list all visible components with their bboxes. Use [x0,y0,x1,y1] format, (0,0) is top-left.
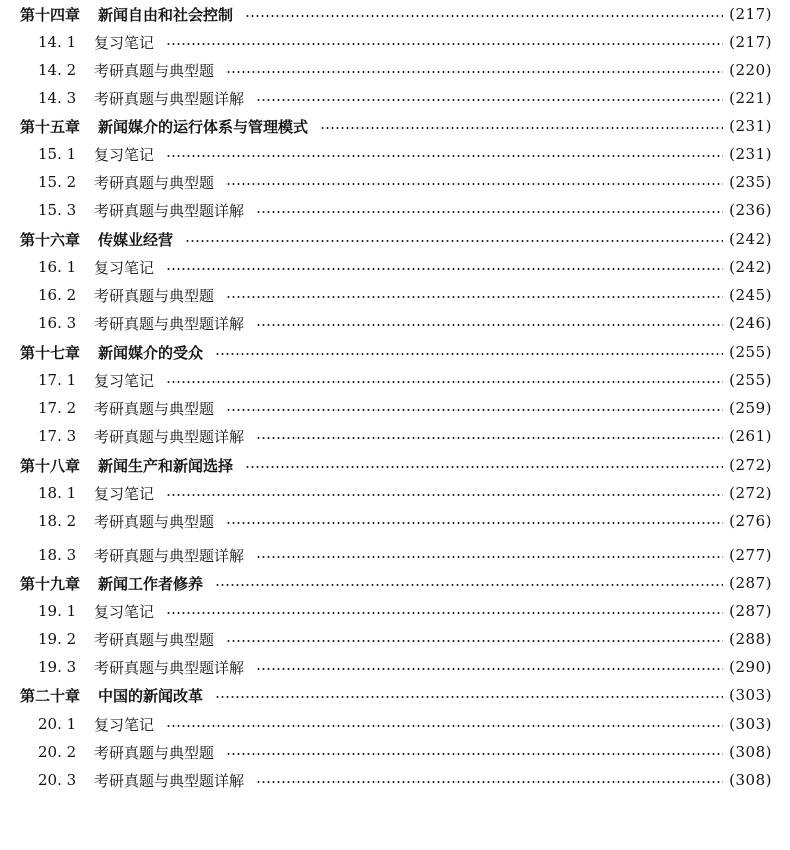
toc-section-20-1[interactable] [0,710,790,738]
toc-section-19-1[interactable] [0,597,790,625]
toc-title: 复习笔记 [94,602,155,621]
toc-number: 第十九章 [20,574,81,593]
dot-leader [256,556,723,558]
toc-section-14-2[interactable] [0,56,790,84]
toc-number: 18. 3 [38,546,77,564]
toc-page-number: (308) [729,743,772,761]
toc-section-18-1[interactable] [0,479,790,507]
toc-section-14-1[interactable] [0,28,790,56]
dot-leader [166,43,723,45]
toc-number: 17. 1 [38,371,77,389]
dot-leader [226,640,723,642]
toc-number: 19. 3 [38,658,77,676]
toc-section-15-2[interactable] [0,168,790,196]
dot-leader [226,409,723,411]
toc-chapter-20[interactable] [0,681,790,709]
toc-title: 考研真题与典型题 [94,743,215,762]
toc-number: 15. 1 [38,145,77,163]
toc-page-number: (303) [729,686,772,704]
toc-title: 考研真题与典型题 [94,61,215,80]
toc-title: 考研真题与典型题 [94,286,215,305]
toc-number: 19. 1 [38,602,77,620]
toc-title: 考研真题与典型题详解 [94,201,245,220]
dot-leader [256,437,723,439]
dot-leader [166,612,723,614]
toc-title: 新闻媒介的受众 [98,343,204,362]
toc-number: 15. 2 [38,173,77,191]
toc-chapter-17[interactable] [0,338,790,366]
toc-title: 中国的新闻改革 [98,686,204,705]
toc-title: 新闻自由和社会控制 [98,5,234,24]
toc-page-number: (236) [729,201,772,219]
toc-number: 15. 3 [38,201,77,219]
toc-section-19-2[interactable] [0,625,790,653]
dot-leader [166,381,723,383]
dot-leader [256,211,723,213]
toc-number: 14. 1 [38,33,77,51]
toc-number: 18. 1 [38,484,77,502]
toc-page-number: (277) [729,546,772,564]
toc-title: 考研真题与典型题详解 [94,546,245,565]
toc-number: 16. 2 [38,286,77,304]
toc-number: 14. 3 [38,89,77,107]
dot-leader [245,15,723,17]
toc-title: 新闻生产和新闻选择 [98,456,234,475]
dot-leader [245,466,723,468]
toc-title: 考研真题与典型题详解 [94,771,245,790]
toc-number: 第十七章 [20,343,81,362]
dot-leader [320,127,723,129]
toc-title: 考研真题与典型题详解 [94,314,245,333]
toc-section-18-2[interactable] [0,507,790,535]
toc-page-number: (287) [729,574,772,592]
toc-page-number: (231) [729,117,772,135]
toc-chapter-16[interactable] [0,225,790,253]
toc-title: 新闻媒介的运行体系与管理模式 [98,117,309,136]
toc-section-14-3[interactable] [0,84,790,112]
toc-section-16-1[interactable] [0,253,790,281]
toc-title: 考研真题与典型题详解 [94,89,245,108]
toc-number: 第十六章 [20,230,81,249]
toc-title: 传媒业经营 [98,230,174,249]
toc-page-number: (261) [729,427,772,445]
toc-title: 复习笔记 [94,371,155,390]
toc-section-15-3[interactable] [0,196,790,224]
toc-chapter-19[interactable] [0,569,790,597]
toc-title: 考研真题与典型题 [94,399,215,418]
dot-leader [215,584,723,586]
toc-page-number: (221) [729,89,772,107]
toc-page-number: (259) [729,399,772,417]
toc-page-number: (217) [729,5,772,23]
toc-chapter-18[interactable] [0,451,790,479]
dot-leader [166,494,723,496]
toc-section-17-1[interactable] [0,366,790,394]
dot-leader [215,353,723,355]
toc-title: 考研真题与典型题 [94,512,215,531]
toc-title: 新闻工作者修养 [98,574,204,593]
dot-leader [226,71,723,73]
toc-number: 20. 2 [38,743,77,761]
toc-number: 第二十章 [20,686,81,705]
toc-title: 复习笔记 [94,258,155,277]
toc-title: 复习笔记 [94,33,155,52]
toc-chapter-14[interactable] [0,0,790,28]
toc-page-number: (303) [729,715,772,733]
toc-number: 16. 1 [38,258,77,276]
dot-leader [256,781,723,783]
toc-number: 第十四章 [20,5,81,24]
toc-title: 复习笔记 [94,145,155,164]
toc-title: 考研真题与典型题 [94,173,215,192]
toc-page-number: (217) [729,33,772,51]
dot-leader [166,155,723,157]
toc-section-15-1[interactable] [0,140,790,168]
toc-page-number: (231) [729,145,772,163]
toc-section-17-2[interactable] [0,394,790,422]
toc-page-number: (272) [729,484,772,502]
dot-leader [256,668,723,670]
toc-page-number: (235) [729,173,772,191]
dot-leader [256,324,723,326]
toc-section-19-3[interactable] [0,653,790,681]
toc-title: 考研真题与典型题 [94,630,215,649]
dot-leader [226,296,723,298]
toc-section-16-3[interactable] [0,309,790,337]
toc-number: 16. 3 [38,314,77,332]
toc-number: 19. 2 [38,630,77,648]
toc-number: 第十八章 [20,456,81,475]
toc-page-number: (276) [729,512,772,530]
toc-number: 20. 1 [38,715,77,733]
dot-leader [256,99,723,101]
toc-number: 18. 2 [38,512,77,530]
toc-number: 20. 3 [38,771,77,789]
dot-leader [185,240,723,242]
toc-number: 17. 2 [38,399,77,417]
toc-title: 复习笔记 [94,484,155,503]
toc-chapter-15[interactable] [0,112,790,140]
dot-leader [166,268,723,270]
toc-page-number: (288) [729,630,772,648]
toc-title: 考研真题与典型题详解 [94,427,245,446]
toc-page-number: (287) [729,602,772,620]
toc-section-20-3[interactable] [0,766,790,794]
toc-section-18-3[interactable] [0,541,790,569]
toc-page-number: (255) [729,343,772,361]
toc-page-number: (242) [729,258,772,276]
toc-page-number: (272) [729,456,772,474]
toc-page-number: (246) [729,314,772,332]
toc-page-number: (255) [729,371,772,389]
toc-section-17-3[interactable] [0,422,790,450]
toc-page-number: (308) [729,771,772,789]
toc-section-20-2[interactable] [0,738,790,766]
dot-leader [226,753,723,755]
toc-number: 第十五章 [20,117,81,136]
toc-page-number: (290) [729,658,772,676]
toc-page-number: (245) [729,286,772,304]
toc-title: 考研真题与典型题详解 [94,658,245,677]
dot-leader [226,183,723,185]
dot-leader [166,725,723,727]
toc-section-16-2[interactable] [0,281,790,309]
toc-page-number: (220) [729,61,772,79]
dot-leader [226,522,723,524]
toc-page-number: (242) [729,230,772,248]
dot-leader [215,696,723,698]
toc-title: 复习笔记 [94,715,155,734]
toc-number: 14. 2 [38,61,77,79]
toc-number: 17. 3 [38,427,77,445]
